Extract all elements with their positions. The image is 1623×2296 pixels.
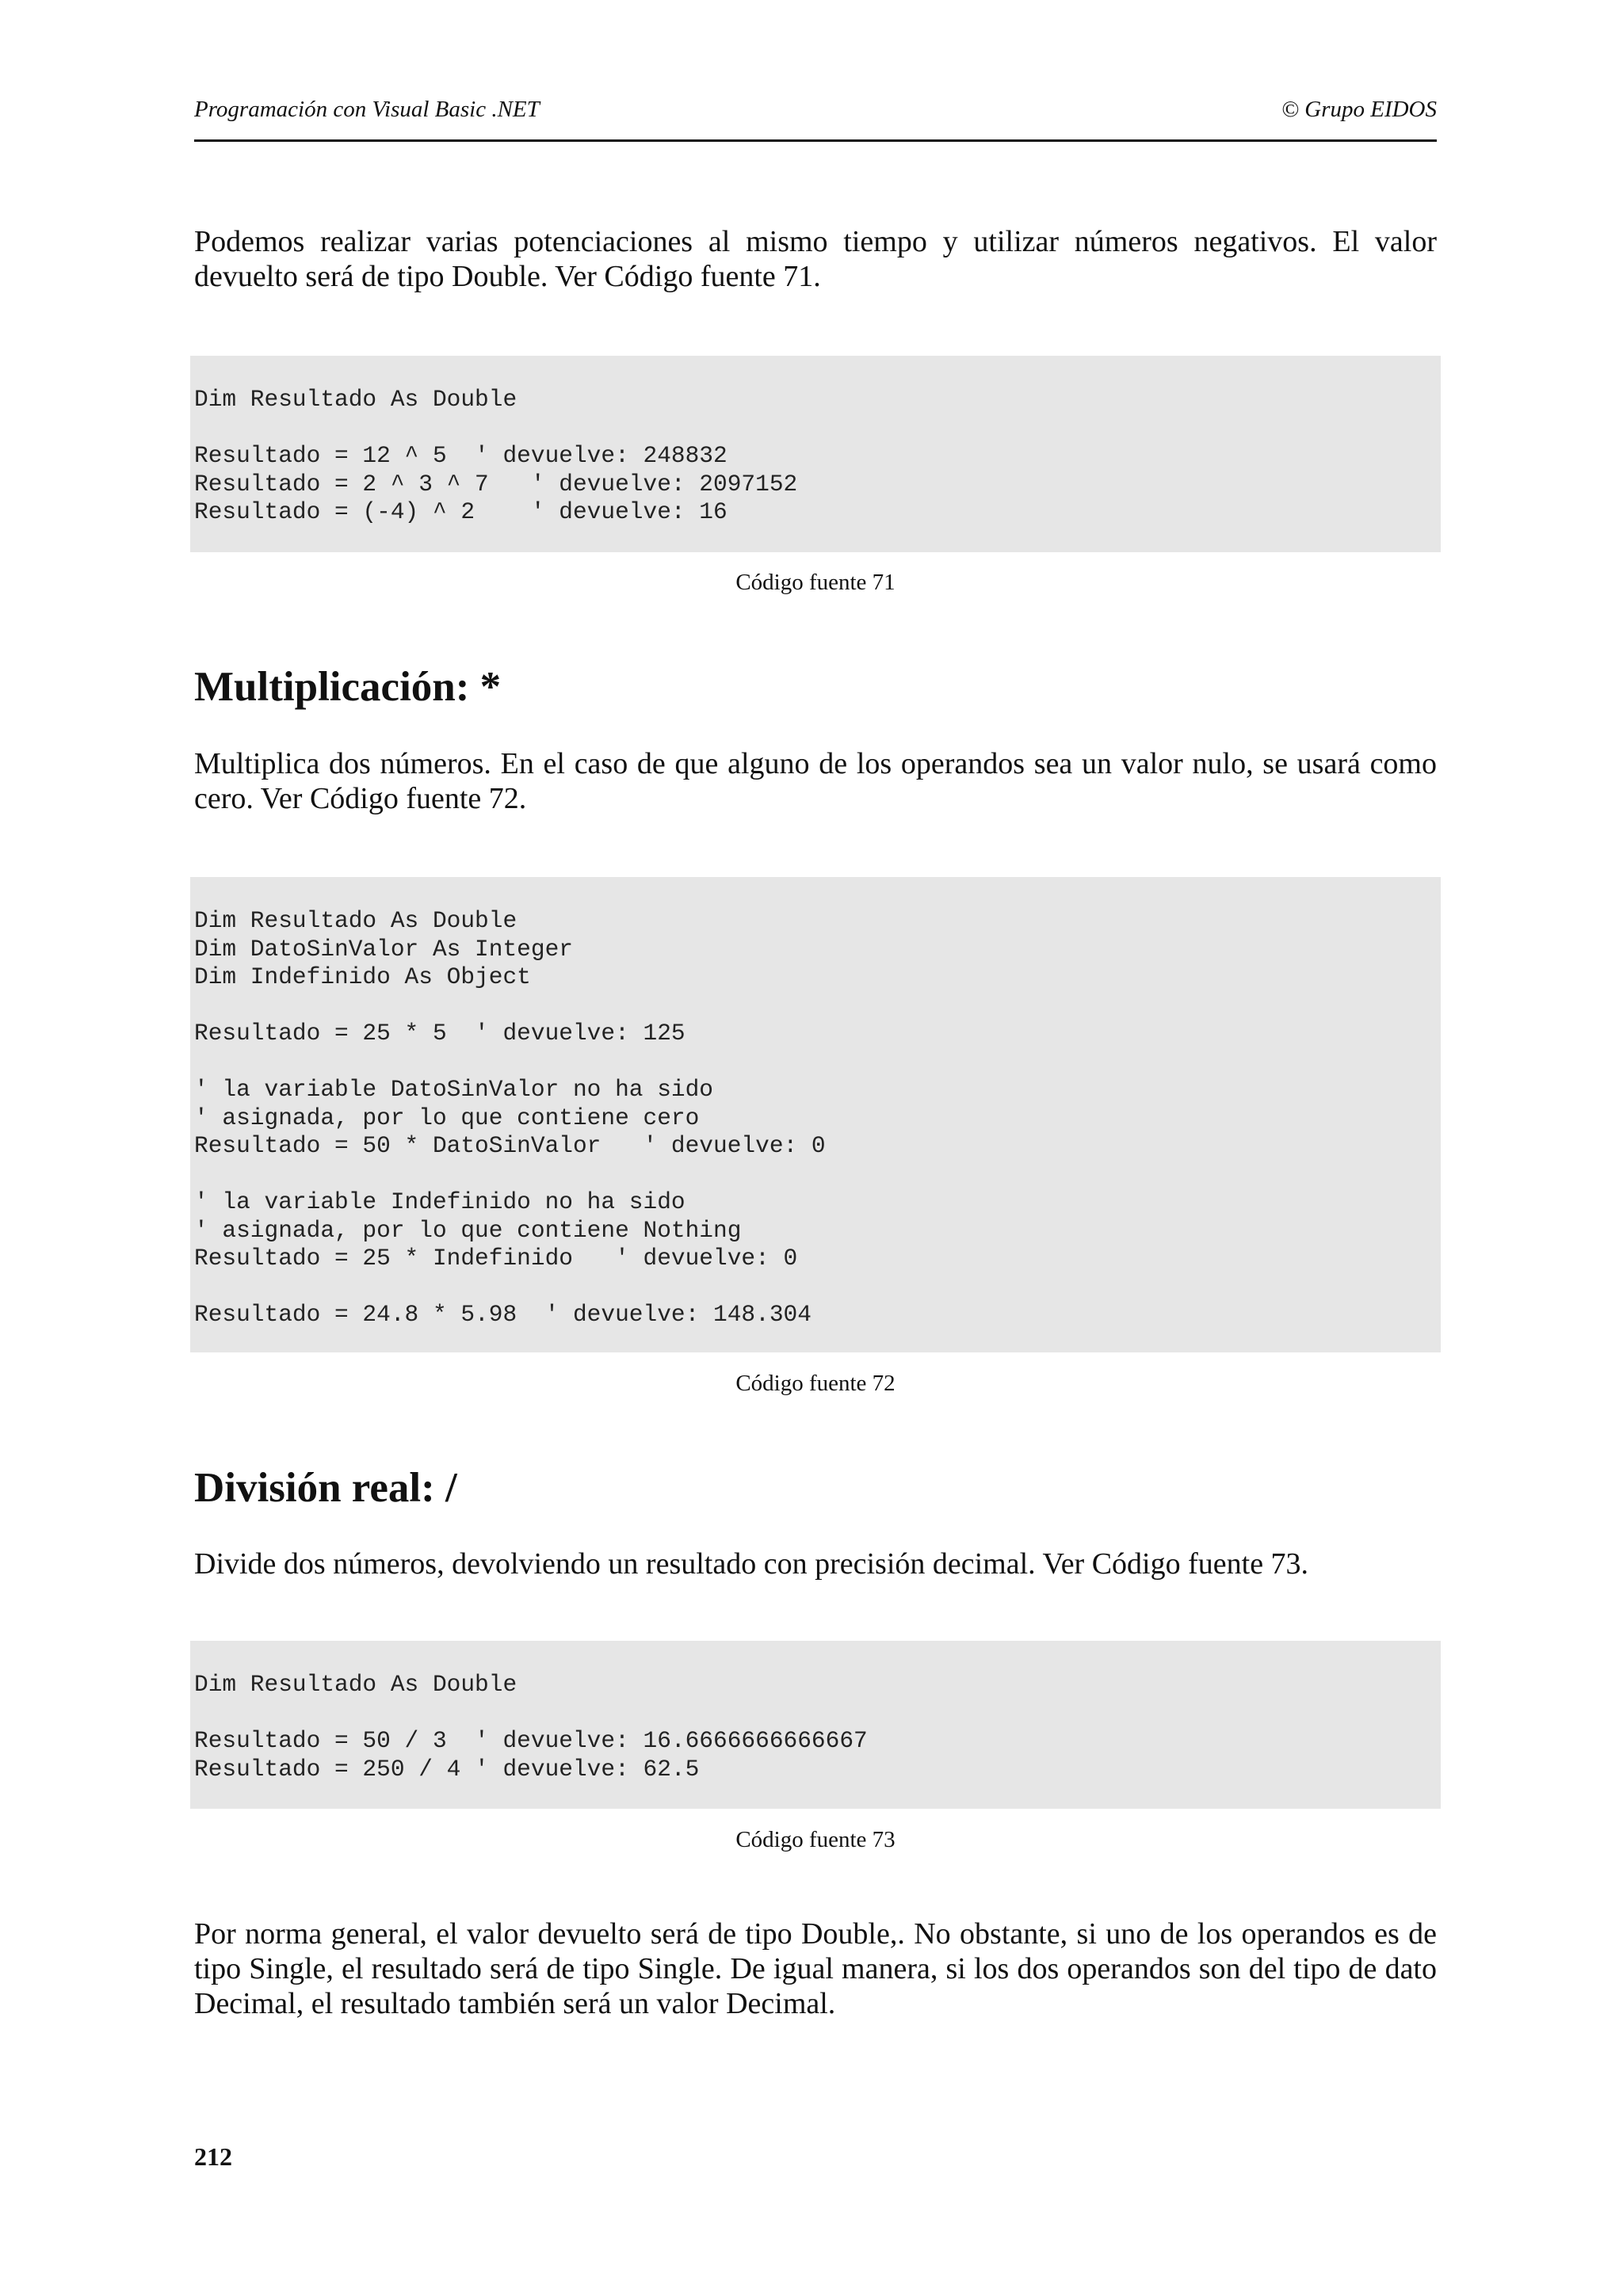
code-line (194, 1273, 1441, 1302)
code-line: ' asignada, por lo que contiene cero (194, 1104, 700, 1131)
section-heading-multiplication: Multiplicación: * (194, 664, 502, 710)
page-number: 212 (194, 2142, 232, 2171)
code-line (194, 1048, 1441, 1077)
division-paragraph: Divide dos números, devolviendo un resultado con precisión decimal. Ver Código fuente 73. (194, 1547, 1309, 1581)
code-caption-73: Código fuente 73 (735, 1827, 896, 1852)
code-line: Resultado = 50 / 3 ' devuelve: 16.6666666666667 (194, 1727, 868, 1754)
code-line: Dim Indefinido As Object (194, 963, 531, 990)
code-line: Resultado = 25 * 5 ' devuelve: 125 (194, 1020, 685, 1047)
code-line: Dim Resultado As Double (194, 1671, 517, 1698)
code-line: Resultado = 2 ^ 3 ^ 7 ' devuelve: 2097152 (194, 470, 798, 498)
section-heading-division: División real: / (194, 1465, 457, 1511)
code-line: Resultado = 12 ^ 5 ' devuelve: 248832 (194, 442, 727, 469)
code-block-72 (190, 877, 1441, 1352)
code-line (194, 1161, 1441, 1189)
publisher-name: © Grupo EIDOS (1281, 97, 1437, 122)
code-block-73 (190, 1641, 1441, 1809)
code-block-71 (190, 356, 1441, 552)
closing-paragraph: Por norma general, el valor devuelto será de tipo Double,. No obstante, si uno de los operandos es de tipo Single, el resultado será de tipo Single. De igual manera, si los dos operandos son del tipo de dato Decimal, el resultado también será un valor Decimal. (194, 1917, 1437, 2020)
book-title: Programación con Visual Basic .NET (194, 97, 540, 122)
code-line: Dim Resultado As Double (194, 907, 517, 934)
code-caption-72: Código fuente 72 (735, 1371, 896, 1396)
code-line: Dim DatoSinValor As Integer (194, 935, 573, 963)
code-line: Dim Resultado As Double (194, 386, 517, 413)
code-line: Resultado = 25 * Indefinido ' devuelve: 0 (194, 1245, 798, 1272)
code-line (194, 1699, 1441, 1728)
code-line: Resultado = 24.8 * 5.98 ' devuelve: 148.304 (194, 1301, 812, 1328)
running-header (194, 93, 1437, 142)
code-line: Resultado = 250 / 4 ' devuelve: 62.5 (194, 1755, 700, 1783)
code-line: Resultado = 50 * DatoSinValor ' devuelve: 0 (194, 1132, 826, 1159)
code-line (194, 414, 1441, 443)
code-line: ' la variable DatoSinValor no ha sido (194, 1076, 714, 1103)
code-line: ' la variable Indefinido no ha sido (194, 1188, 685, 1215)
code-line (194, 992, 1441, 1020)
multiplication-paragraph: Multiplica dos números. En el caso de que alguno de los operandos sea un valor nulo, se usará como cero. Ver Código fuente 72. (194, 747, 1437, 815)
code-line: ' asignada, por lo que contiene Nothing (194, 1216, 742, 1244)
code-line: Resultado = (-4) ^ 2 ' devuelve: 16 (194, 498, 727, 525)
code-caption-71: Código fuente 71 (735, 570, 896, 595)
intro-paragraph: Podemos realizar varias potenciaciones al mismo tiempo y utilizar números negativos. El valor devuelto será de tipo Double. Ver Código fuente 71. (194, 225, 1437, 293)
